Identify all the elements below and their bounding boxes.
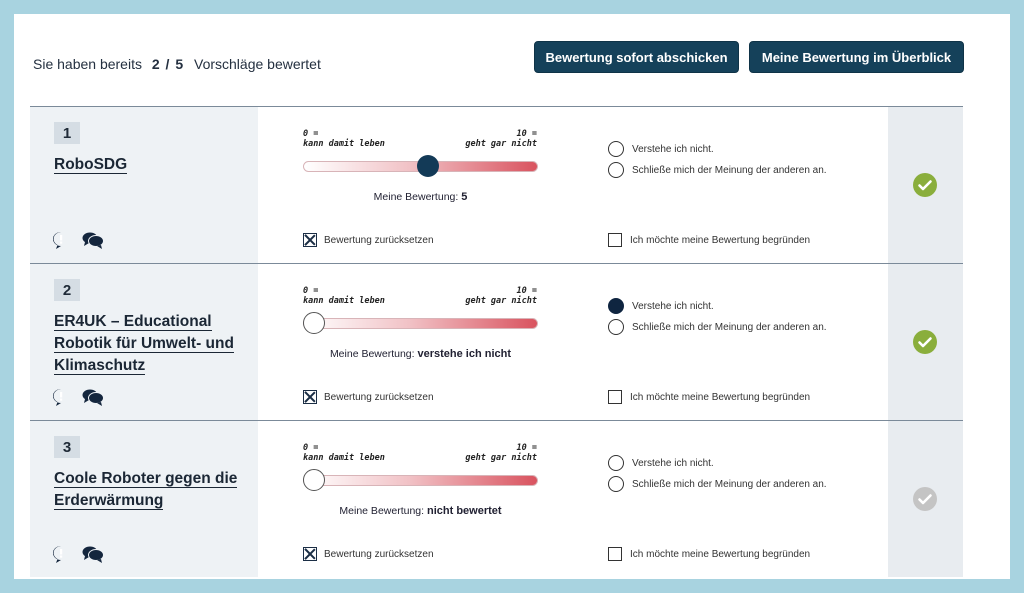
radio-not-understood[interactable] (608, 141, 624, 157)
justify-rating-checkbox[interactable]: Ich möchte meine Bewertung begründen (608, 233, 810, 247)
proposal-info (30, 421, 258, 577)
rating-slider-thumb[interactable] (303, 312, 325, 334)
justify-rating-checkbox[interactable]: Ich möchte meine Bewertung begründen (608, 390, 810, 404)
reset-rating-checkbox[interactable]: Bewertung zurücksetzen (303, 547, 434, 561)
progress-text (33, 56, 321, 72)
status-check-icon (913, 487, 937, 511)
proposal-row (30, 106, 963, 263)
proposal-title-link[interactable]: ER4UK – Educational Robotik für Umwelt- und Klimaschutz (54, 313, 234, 374)
proposal-title-link[interactable]: RoboSDG (54, 156, 128, 173)
rating-slider-track[interactable] (303, 475, 538, 486)
info-bubble-icon[interactable] (52, 388, 70, 406)
proposal-info (30, 107, 258, 263)
reset-rating-checkbox[interactable]: Bewertung zurücksetzen (303, 390, 434, 404)
proposal-row (30, 263, 963, 420)
status-column (888, 107, 963, 263)
proposal-number: 1 (54, 122, 80, 144)
main-panel (14, 14, 1010, 579)
radio-agree-others[interactable] (608, 162, 624, 178)
checkbox[interactable] (608, 390, 622, 404)
my-rating-text: Meine Bewertung: verstehe ich nicht (329, 348, 512, 360)
radio-not-understood[interactable] (608, 455, 624, 471)
comments-icon[interactable] (82, 231, 104, 249)
progress-count: 2 / 5 (151, 56, 185, 72)
submit-rating-button[interactable]: Bewertung sofort abschicken (534, 41, 739, 73)
my-rating-text: Meine Bewertung: 5 (373, 191, 468, 203)
reset-rating-checkbox[interactable]: Bewertung zurücksetzen (303, 233, 434, 247)
proposal-row (30, 420, 963, 577)
radio-agree-others[interactable] (608, 476, 624, 492)
scale-max-label: 10 = geht gar nicht (465, 443, 537, 463)
rating-area (258, 264, 888, 420)
justify-rating-checkbox[interactable]: Ich möchte meine Bewertung begründen (608, 547, 810, 561)
rating-slider-thumb[interactable] (303, 469, 325, 491)
scale-min-label: 0 = kann damit leben (303, 286, 385, 306)
my-rating-text: Meine Bewertung: nicht bewertet (339, 505, 502, 517)
status-check-icon (913, 330, 937, 354)
top-bar (14, 14, 1010, 106)
proposal-number: 2 (54, 279, 80, 301)
comments-icon[interactable] (82, 388, 104, 406)
info-bubble-icon[interactable] (52, 545, 70, 563)
scale-max-label: 10 = geht gar nicht (465, 129, 537, 149)
rating-area (258, 421, 888, 577)
close-icon (303, 233, 317, 247)
option-agree-others[interactable]: Schließe mich der Meinung der anderen an. (608, 318, 827, 336)
rating-area (258, 107, 888, 263)
proposal-title-link[interactable]: Coole Roboter gegen die Erderwärmung (54, 470, 238, 509)
checkbox[interactable] (608, 233, 622, 247)
close-icon (303, 390, 317, 404)
option-not-understood[interactable]: Verstehe ich nicht. (608, 454, 827, 472)
rating-slider-track[interactable] (303, 318, 538, 329)
progress-suffix: Vorschläge bewertet (194, 56, 321, 72)
proposal-info (30, 264, 258, 420)
scale-min-label: 0 = kann damit leben (303, 443, 385, 463)
progress-prefix: Sie haben bereits (33, 56, 142, 72)
status-check-icon (913, 173, 937, 197)
info-bubble-icon[interactable] (52, 231, 70, 249)
option-not-understood[interactable]: Verstehe ich nicht. (608, 140, 827, 158)
proposal-number: 3 (54, 436, 80, 458)
option-not-understood[interactable]: Verstehe ich nicht. (608, 297, 827, 315)
close-icon (303, 547, 317, 561)
status-column (888, 264, 963, 420)
comments-icon[interactable] (82, 545, 104, 563)
rating-overview-button[interactable]: Meine Bewertung im Überblick (749, 41, 964, 73)
rating-slider-thumb[interactable] (417, 155, 439, 177)
radio-agree-others[interactable] (608, 319, 624, 335)
checkbox[interactable] (608, 547, 622, 561)
status-column (888, 421, 963, 577)
option-agree-others[interactable]: Schließe mich der Meinung der anderen an. (608, 475, 827, 493)
scale-max-label: 10 = geht gar nicht (465, 286, 537, 306)
scale-min-label: 0 = kann damit leben (303, 129, 385, 149)
radio-not-understood[interactable] (608, 298, 624, 314)
option-agree-others[interactable]: Schließe mich der Meinung der anderen an. (608, 161, 827, 179)
